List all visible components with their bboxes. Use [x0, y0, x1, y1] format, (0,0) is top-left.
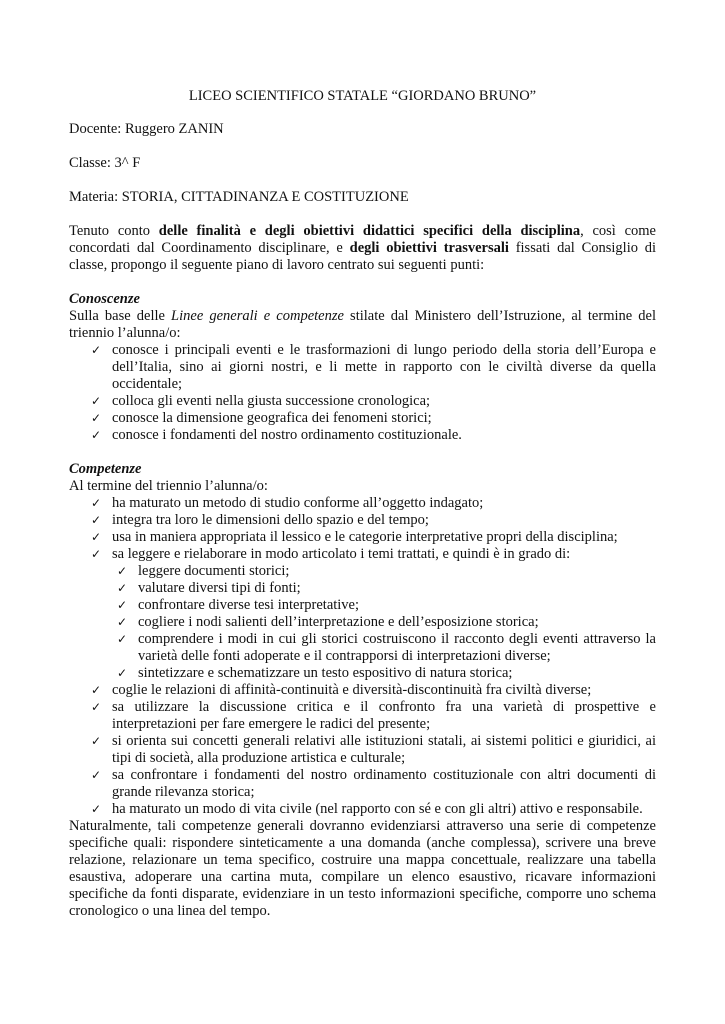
- sublist-item-text: confrontare diverse tesi interpretative;: [138, 597, 360, 613]
- checkmark-icon: ✓: [91, 683, 102, 697]
- list-item: [69, 529, 656, 546]
- list-item: [69, 767, 656, 801]
- list-item-text: coglie le relazioni di affinità-continuità e diversità-discontinuità fra civiltà diverse;: [112, 682, 592, 698]
- list-item-text: integra tra loro le dimensioni dello spazio e del tempo;: [112, 512, 429, 528]
- sublist-item: [69, 665, 656, 682]
- checkmark-icon: ✓: [91, 547, 102, 561]
- list-item-text: sa utilizzare la discussione critica e il confronto fra una varietà di prospettive e interpretazioni per fare emergere le radici del presente;: [112, 699, 656, 732]
- competenze-intro: Al termine del triennio l’alunna/o:: [69, 478, 268, 494]
- checkmark-icon: ✓: [91, 768, 102, 782]
- checkmark-icon: ✓: [117, 615, 128, 629]
- checkmark-icon: ✓: [117, 666, 128, 680]
- competenze-heading: Competenze: [69, 461, 142, 477]
- list-item: [69, 342, 656, 393]
- sublist-item-text: comprendere i modi in cui gli storici costruiscono il racconto degli eventi attraverso la varietà delle fonti adoperate e il contrapporsi di interpretazioni diverse;: [138, 631, 656, 664]
- subject-line: Materia: STORIA, CITTADINANZA E COSTITUZIONE: [69, 189, 409, 205]
- competenze-list: [69, 495, 656, 818]
- list-item: [69, 512, 656, 529]
- checkmark-icon: ✓: [91, 734, 102, 748]
- checkmark-icon: ✓: [91, 411, 102, 425]
- class-line: Classe: 3^ F: [69, 155, 141, 171]
- list-item-text: conosce i fondamenti del nostro ordinamento costituzionale.: [112, 427, 462, 443]
- checkmark-icon: ✓: [117, 632, 128, 646]
- checkmark-icon: ✓: [91, 530, 102, 544]
- school-title: LICEO SCIENTIFICO STATALE “GIORDANO BRUNO”: [188, 88, 537, 104]
- list-item-text: conosce i principali eventi e le trasformazioni di lungo periodo della storia dell’Europa e dell’Italia, sino ai giorni nostri, e li mette in rapporto con le civiltà diverse da quella occidentale;: [112, 342, 656, 392]
- conoscenze-intro-b: stilate dal Ministero dell’Istruzione, al termine del triennio l’alunna/o:: [69, 308, 656, 341]
- list-item-text: usa in maniera appropriata il lessico e le categorie interpretative propri della disciplina;: [112, 529, 618, 545]
- checkmark-icon: ✓: [117, 598, 128, 612]
- intro-text-1: Tenuto conto: [69, 223, 159, 239]
- conoscenze-intro-italic: Linee generali e competenze: [171, 308, 344, 324]
- document-body: [69, 88, 656, 920]
- list-item: [69, 546, 656, 682]
- list-item-text: colloca gli eventi nella giusta successione cronologica;: [112, 393, 431, 409]
- sublist-item: [69, 631, 656, 665]
- list-item: [69, 699, 656, 733]
- competenze-sublist: [69, 563, 656, 682]
- list-item-text: sa leggere e rielaborare in modo articolato i temi trattati, e quindi è in grado di:: [112, 546, 571, 562]
- list-item-text: sa confrontare i fondamenti del nostro ordinamento costituzionale con altri documenti di grande rilevanza storica;: [112, 767, 656, 800]
- teacher-line: Docente: Ruggero ZANIN: [69, 121, 224, 137]
- checkmark-icon: ✓: [91, 343, 102, 357]
- list-item: [69, 427, 656, 444]
- conoscenze-heading: Conoscenze: [69, 291, 140, 307]
- list-item: [69, 682, 656, 699]
- intro-text-2: , così come concordati dal Coordinamento disciplinare, e: [69, 223, 656, 256]
- sublist-item-text: cogliere i nodi salienti dell’interpretazione e dell’esposizione storica;: [138, 614, 539, 630]
- list-item: [69, 733, 656, 767]
- sublist-item-text: valutare diversi tipi di fonti;: [138, 580, 301, 596]
- checkmark-icon: ✓: [91, 513, 102, 527]
- checkmark-icon: ✓: [91, 428, 102, 442]
- checkmark-icon: ✓: [91, 802, 102, 816]
- checkmark-icon: ✓: [91, 496, 102, 510]
- checkmark-icon: ✓: [91, 700, 102, 714]
- list-item-text: ha maturato un metodo di studio conforme all’oggetto indagato;: [112, 495, 484, 511]
- list-item: [69, 410, 656, 427]
- list-item-text: si orienta sui concetti generali relativi alle istituzioni statali, ai sistemi politici e giuridici, ai tipi di società, alla produzione artistica e culturale;: [112, 733, 656, 766]
- conoscenze-intro-a: Sulla base delle: [69, 308, 172, 324]
- sublist-item: [69, 597, 656, 614]
- sublist-item-text: leggere documenti storici;: [138, 563, 290, 579]
- conoscenze-intro: [69, 308, 656, 342]
- sublist-item-text: sintetizzare e schematizzare un testo espositivo di natura storica;: [138, 665, 513, 681]
- list-item: [69, 801, 656, 818]
- intro-paragraph: [69, 223, 656, 274]
- checkmark-icon: ✓: [117, 564, 128, 578]
- closing-paragraph: Naturalmente, tali competenze generali dovranno evidenziarsi attraverso una serie di competenze specifiche quali: rispondere sinteticamente a una domanda (anche complessa), scrivere una breve relazione, relazionare un tema specifico, costruire una mappa concettuale, realizzare una tabella esaustiva, adoperare una cartina muta, compilare un elenco esaustivo, ricavare informazioni specifiche da fonti disparate, evidenziare in un testo informazioni specifiche, comporre uno schema cronologico o una linea del tempo.: [69, 818, 656, 919]
- checkmark-icon: ✓: [91, 394, 102, 408]
- list-item-text: ha maturato un modo di vita civile (nel rapporto con sé e con gli altri) attivo e responsabile.: [112, 801, 643, 817]
- sublist-item: [69, 580, 656, 597]
- sublist-item: [69, 614, 656, 631]
- intro-text-3: fissati dal Consiglio di classe, propongo il seguente piano di lavoro centrato sui seguenti punti:: [69, 240, 657, 273]
- list-item-text: conosce la dimensione geografica dei fenomeni storici;: [112, 410, 432, 426]
- checkmark-icon: ✓: [117, 581, 128, 595]
- intro-bold-2: degli obiettivi trasversali: [349, 240, 509, 256]
- conoscenze-list: [69, 342, 656, 444]
- list-item: [69, 495, 656, 512]
- list-item: [69, 393, 656, 410]
- sublist-item: [69, 563, 656, 580]
- intro-bold-1: delle finalità e degli obiettivi didattici specifici della disciplina: [158, 223, 581, 239]
